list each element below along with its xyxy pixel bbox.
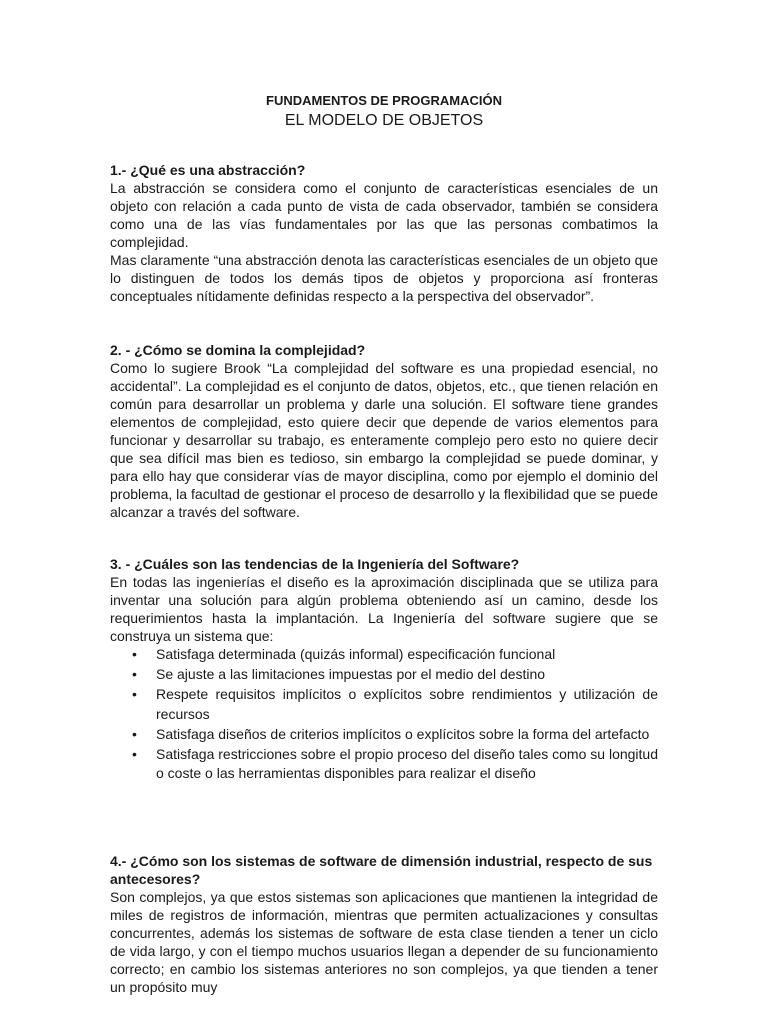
section-4-paragraph-1: Son complejos, ya que estos sistemas son aplicaciones que mantienen la integridad de miles de registros de información, mientras que permiten actualizaciones y consultas concurrentes, además los sistemas de software de esta clase tienden a tener un ciclo de vida largo, y con el tiempo muchos usuarios llegan a depender de su funcionamiento correcto; en cambio los sistemas anteriores no son complejos, ya que tienden a tener un propósito muy	[110, 889, 658, 995]
document-title: FUNDAMENTOS DE PROGRAMACIÓN	[266, 93, 502, 108]
bullet-item	[110, 745, 658, 784]
bullet-icon: •	[132, 686, 137, 702]
section-1	[110, 161, 658, 305]
section-1-paragraph-2: Mas claramente “una abstracción denota las características esenciales de un objeto que lo distinguen de todos los demás tipos de objetos y proporciona así fronteras conceptuales nítidamente definidas respecto a la perspectiva del observador”.	[110, 252, 658, 304]
bullet-text: Satisfaga restricciones sobre el propio proceso del diseño tales como su longitud o coste o las herramientas disponibles para realizar el diseño	[156, 745, 658, 781]
bullet-item	[110, 645, 658, 665]
section-3	[110, 555, 658, 784]
section-2-question: 2. - ¿Cómo se domina la complejidad?	[110, 342, 366, 358]
bullet-icon: •	[132, 725, 137, 742]
section-1-question: 1.- ¿Qué es una abstracción?	[110, 162, 306, 178]
bullet-item	[110, 725, 658, 745]
section-3-paragraph-1: En todas las ingenierías el diseño es la aproximación disciplinada que se utiliza para inventar una solución para algún problema obteniendo así un camino, desde los requerimientos hasta la implantación. La Ingeniería del software sugiere que se construya un sistema que:	[110, 574, 658, 644]
section-4	[110, 852, 658, 996]
title-block	[0, 93, 768, 132]
document-subtitle: EL MODELO DE OBJETOS	[284, 112, 484, 129]
bullet-item	[110, 665, 658, 685]
bullet-item	[110, 685, 658, 724]
bullet-icon: •	[132, 745, 137, 762]
section-3-bullet-list	[110, 645, 658, 784]
bullet-text: Satisfaga determinada (quizás informal) especificación funcional	[156, 646, 556, 662]
bullet-text: Satisfaga diseños de criterios implícitos o explícitos sobre la forma del artefacto	[156, 725, 650, 742]
section-4-question: 4.- ¿Cómo son los sistemas de software de dimensión industrial, respecto de sus antecesores?	[110, 853, 653, 887]
section-2	[110, 341, 658, 521]
bullet-text: Respete requisitos implícitos o explícitos sobre rendimientos y utilización de recursos	[156, 686, 658, 722]
section-2-paragraph-1: Como lo sugiere Brook “La complejidad del software es una propiedad esencial, no accidental”. La complejidad es el conjunto de datos, objetos, etc., que tienen relación en común para desarrollar un problema y darle una solución. El software tiene grandes elementos de complejidad, esto quiere decir que depende de varios elementos para funcionar y desarrollar su trabajo, es enteramente complejo pero esto no quiere decir que sea difícil mas bien es tedioso, sin embargo la complejidad se puede dominar, y para ello hay que considerar vías de mayor disciplina, como por ejemplo el dominio del problema, la facultad de gestionar el proceso de desarrollo y la flexibilidad que se puede alcanzar a través del software.	[110, 360, 658, 520]
bullet-icon: •	[132, 646, 137, 662]
section-1-paragraph-1: La abstracción se considera como el conjunto de características esenciales de un objeto con relación a cada punto de vista de cada observador, también se considera como una de las vías fundamentales por las que las personas combatimos la complejidad.	[110, 180, 658, 250]
section-3-question: 3. - ¿Cuáles son las tendencias de la Ingeniería del Software?	[110, 556, 520, 572]
bullet-icon: •	[132, 666, 137, 682]
bullet-text: Se ajuste a las limitaciones impuestas por el medio del destino	[156, 666, 546, 682]
